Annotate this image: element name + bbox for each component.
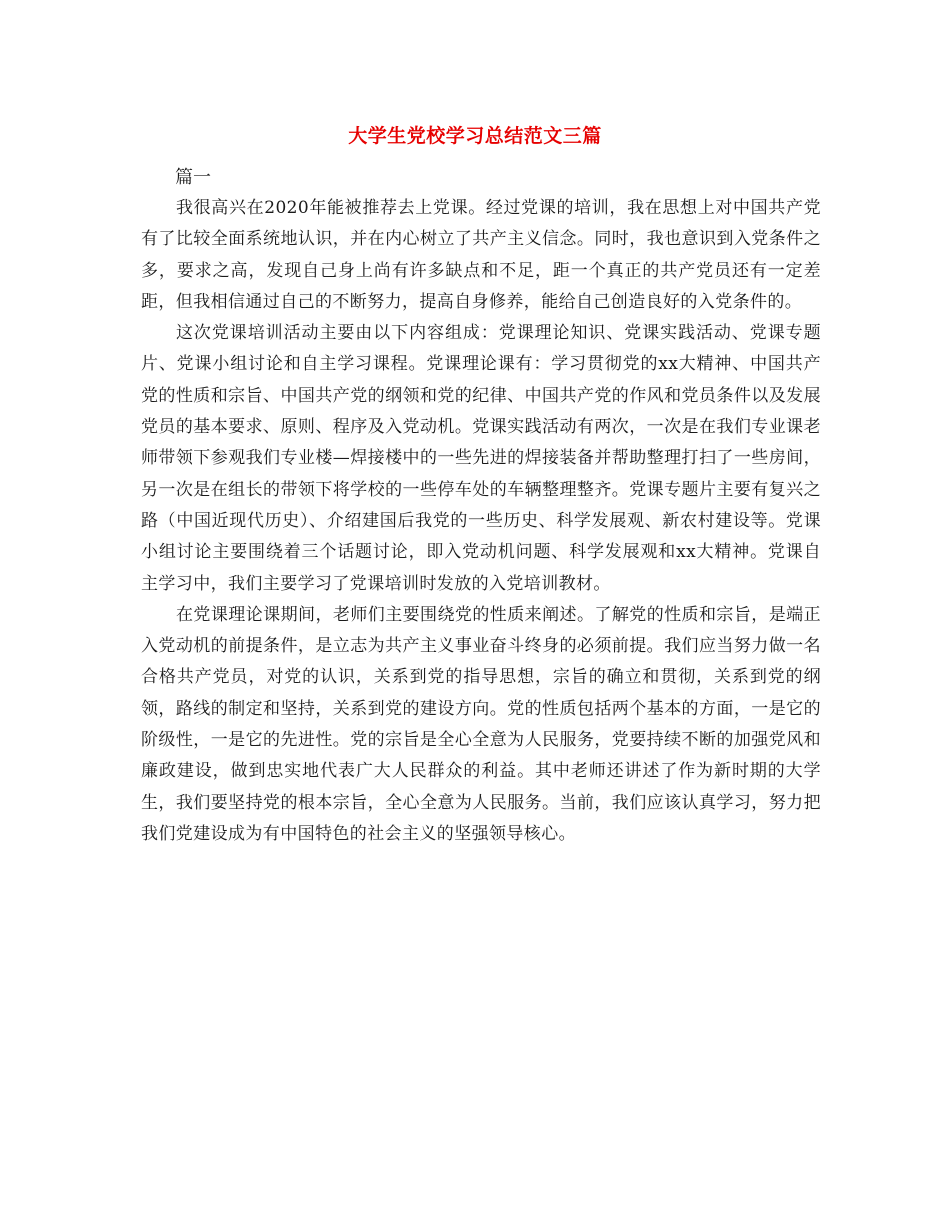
section-heading: 篇一: [175, 167, 211, 188]
paragraph-2: 这次党课培训活动主要由以下内容组成：党课理论知识、党课实践活动、党课专题片、党课小组讨论和自主学习课程。党课理论课有：学习贯彻党的xx大精神、中国共产党的性质和宗旨、中国共产党的纲领和党的纪律、中国共产党的作风和党员条件以及发展党员的基本要求、原则、程序及入党动机。党课实践活动有两次，一次是在我们专业课老师带领下参观我们专业楼—焊接楼中的一些先进的焊接装备并帮助整理打扫了一些房间，另一次是在组长的带领下将学校的一些停车处的车辆整理整齐。党课专题片主要有复兴之路（中国近现代历史）、介绍建国后我党的一些历史、科学发展观、新农村建设等。党课小组讨论主要围绕着三个话题讨论，即入党动机问题、科学发展观和xx大精神。党课自主学习中，我们主要学习了党课培训时发放的入党培训教材。: [141, 323, 821, 594]
paragraph-1: 我很高兴在2020年能被推荐去上党课。经过党课的培训，我在思想上对中国共产党有了比较全面系统地认识，并在内心树立了共产主义信念。同时，我也意识到入党条件之多，要求之高，发现自己身上尚有许多缺点和不足，距一个真正的共产党员还有一定差距，但我相信通过自己的不断努力，提高自身修养，能给自己创造良好的入党条件的。: [141, 198, 821, 312]
document-body: [141, 162, 821, 850]
paragraph-3: 在党课理论课期间，老师们主要围绕党的性质来阐述。了解党的性质和宗旨，是端正入党动机的前提条件，是立志为共产主义事业奋斗终身的必须前提。我们应当努力做一名合格共产党员，对党的认识，关系到党的指导思想，宗旨的确立和贯彻，关系到党的纲领，路线的制定和坚持，关系到党的建设方向。党的性质包括两个基本的方面，一是它的阶级性，一是它的先进性。党的宗旨是全心全意为人民服务，党要持续不断的加强党风和廉政建设，做到忠实地代表广大人民群众的利益。其中老师还讲述了作为新时期的大学生，我们要坚持党的根本宗旨，全心全意为人民服务。当前，我们应该认真学习，努力把我们党建设成为有中国特色的社会主义的坚强领导核心。: [141, 604, 821, 844]
document-title: 大学生党校学习总结范文三篇: [348, 125, 602, 147]
